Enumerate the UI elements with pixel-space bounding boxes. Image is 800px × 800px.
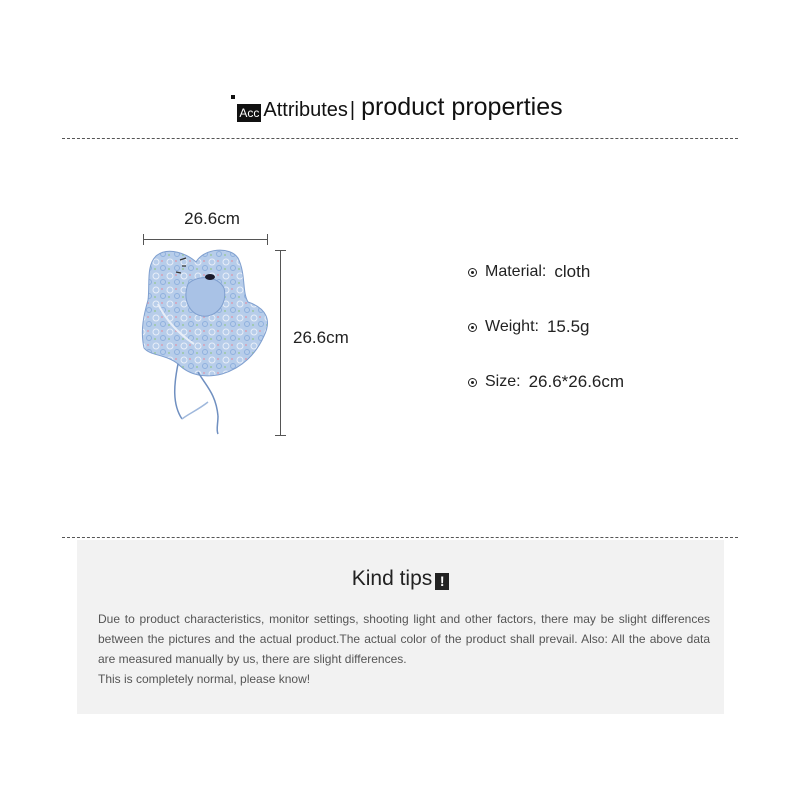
tips-paragraph: Due to product characteristics, monitor settings, shooting light and other factors, there may be slight differences between the pictures and the actual product.The actual color of the product shall prevail. Also: All the above data are measured manually by us, there are slight differences. [98, 612, 710, 666]
property-label: Material: [485, 263, 547, 280]
property-material [468, 259, 624, 285]
tips-closing: This is completely normal, please know! [98, 672, 311, 686]
property-value: cloth [554, 262, 591, 281]
width-dimension-label: 26.6cm [184, 209, 240, 228]
property-weight [468, 314, 624, 340]
tips-title: Kind tips [351, 567, 433, 590]
header-badge: Acc [239, 106, 260, 120]
product-image [138, 244, 273, 439]
header-separator: | [349, 99, 356, 121]
property-label: Weight: [485, 318, 539, 335]
property-value: 26.6*26.6cm [528, 372, 625, 391]
page-title: product properties [361, 93, 563, 121]
height-dimension-label: 26.6cm [293, 328, 349, 347]
bullet-icon [468, 378, 477, 387]
bullet-icon [468, 323, 477, 332]
divider-top [62, 138, 738, 139]
height-dimension-line [273, 250, 289, 436]
scrunchie-icon [138, 244, 273, 439]
properties-list [468, 259, 624, 424]
header-dot [231, 95, 235, 99]
header-attributes: Attributes [263, 99, 348, 121]
kind-tips-panel [77, 540, 724, 714]
exclamation-icon: ! [435, 573, 449, 590]
tips-heading [77, 567, 724, 591]
section-header [0, 92, 800, 122]
property-label: Size: [485, 373, 521, 390]
divider-bottom [62, 537, 738, 538]
property-size [468, 369, 624, 395]
property-value: 15.5g [546, 317, 590, 336]
bullet-icon [468, 268, 477, 277]
tips-text [98, 609, 710, 689]
